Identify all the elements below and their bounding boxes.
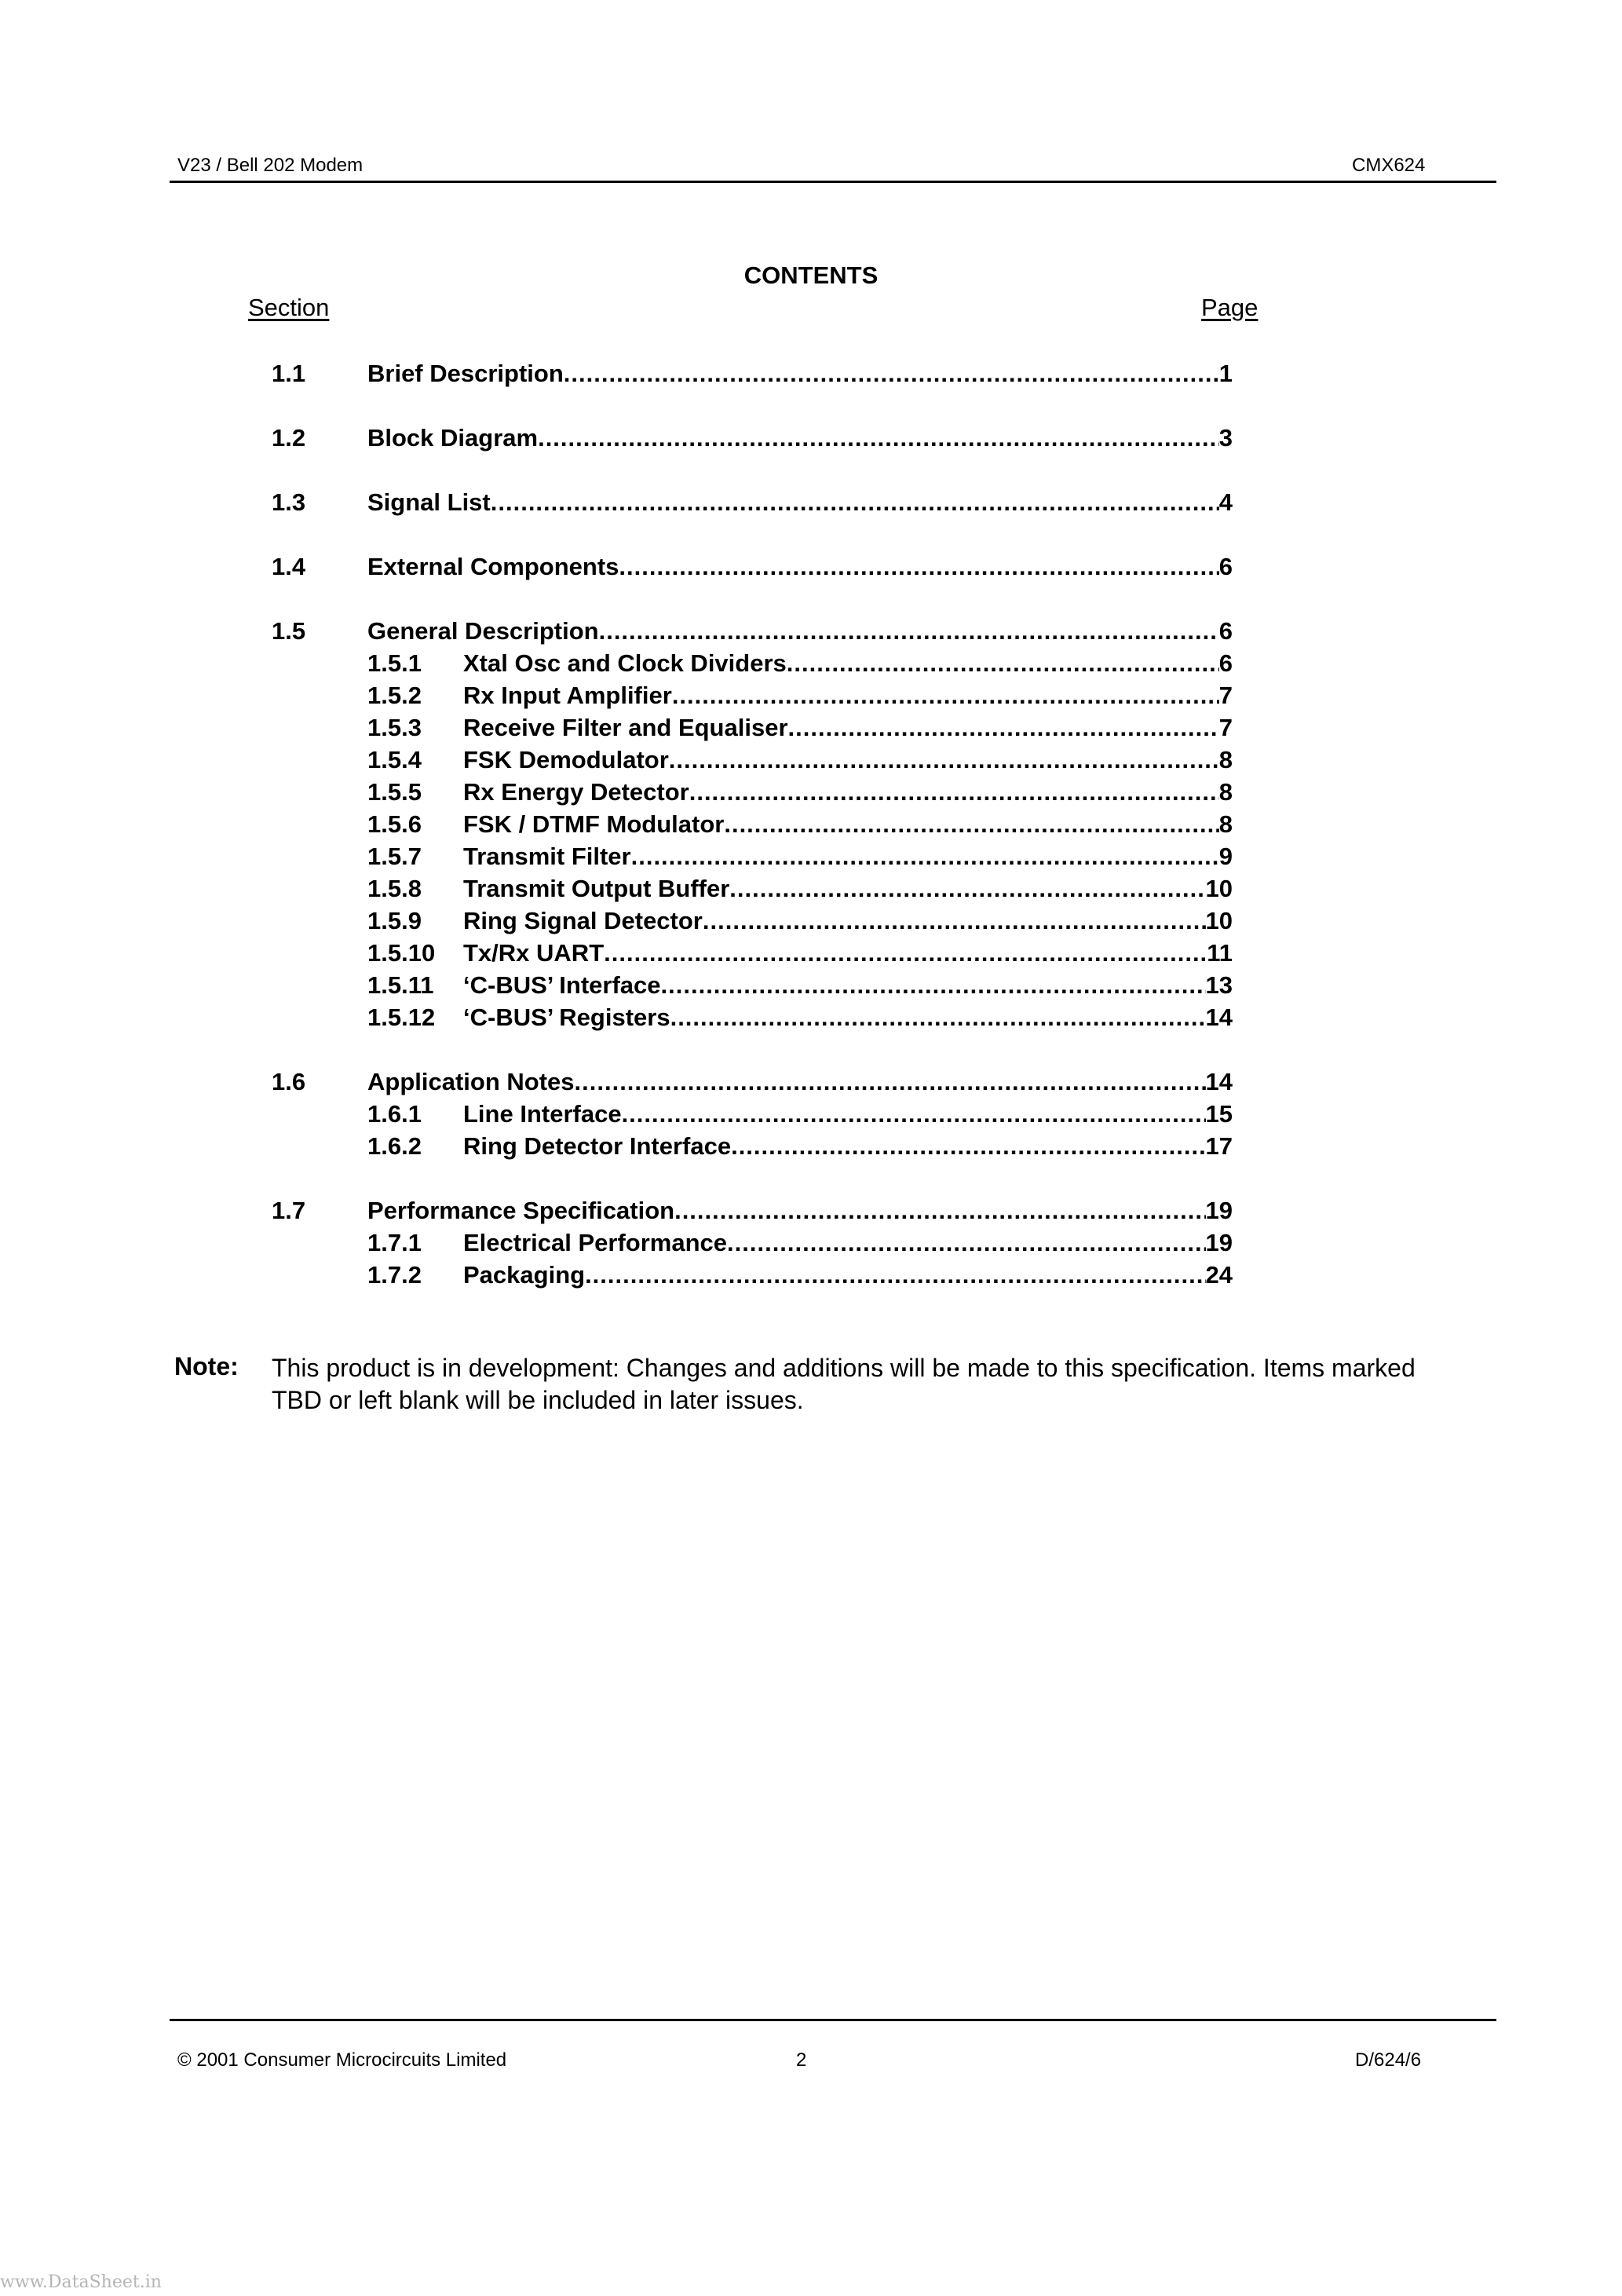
toc-entry-number: 1.5.10 [367, 939, 436, 967]
toc-leader-dots [729, 872, 1205, 905]
toc-leader-dots [619, 550, 1218, 583]
toc-entry [0, 1098, 1622, 1130]
toc-entry-title: Rx Input Amplifier [463, 682, 672, 709]
toc-leader-dots [724, 808, 1218, 840]
toc-entry-number: 1.5.3 [367, 714, 422, 741]
toc-entry-page: 10 [1205, 907, 1233, 934]
toc-entry-page: 15 [1205, 1100, 1233, 1128]
toc-entry-number: 1.5.1 [367, 649, 422, 677]
toc-leader-dots [564, 357, 1219, 389]
toc-entry-number: 1.4 [272, 553, 306, 580]
toc-entry-page: 7 [1218, 714, 1233, 741]
toc-entry-number: 1.2 [272, 424, 306, 452]
toc-leader-dots [585, 1259, 1205, 1291]
toc-entry-page: 19 [1205, 1197, 1233, 1224]
toc-entry-page: 14 [1205, 1068, 1233, 1095]
toc-entry [0, 808, 1622, 840]
toc-entry-number: 1.6.1 [367, 1100, 422, 1128]
toc-entry-number: 1.5 [272, 617, 306, 645]
page-column-label: Page [1201, 294, 1259, 321]
toc-entry-title: FSK / DTMF Modulator [463, 810, 725, 838]
toc-entry-number: 1.7.1 [367, 1229, 422, 1256]
header-rule [170, 181, 1496, 183]
toc-entry [0, 357, 1622, 389]
toc-entry [0, 937, 1622, 969]
toc-leader-dots [631, 840, 1219, 872]
toc-entry-number: 1.5.5 [367, 778, 422, 806]
toc-entry-page: 8 [1218, 746, 1233, 773]
toc-entry [0, 711, 1622, 744]
watermark: www.DataSheet.in [0, 2272, 162, 2292]
toc-leader-dots [672, 679, 1219, 711]
toc-leader-dots [661, 969, 1206, 1001]
contents-title: CONTENTS [743, 261, 879, 289]
toc-entry-page: 1 [1218, 360, 1233, 387]
toc-leader-dots [787, 647, 1219, 679]
toc-entry [0, 1194, 1622, 1227]
toc-entry [0, 776, 1622, 808]
footer-document-ref: D/624/6 [1355, 2049, 1422, 2071]
toc-entry [0, 550, 1622, 583]
toc-entry-page: 6 [1218, 649, 1233, 677]
toc-entry-title: Transmit Filter [463, 843, 631, 870]
toc-entry-title: Signal List [367, 488, 491, 516]
toc-entry-title: Xtal Osc and Clock Dividers [463, 649, 787, 677]
toc-entry-number: 1.3 [272, 488, 306, 516]
footer-page-number: 2 [796, 2049, 807, 2071]
toc-entry-title: Line Interface [463, 1100, 622, 1128]
toc-entry-page: 19 [1205, 1229, 1233, 1256]
toc-entry-page: 24 [1205, 1261, 1233, 1289]
toc-entry [0, 969, 1622, 1001]
toc-leader-dots [727, 1227, 1206, 1259]
toc-entry [0, 486, 1622, 518]
toc-entry-title: ‘C-BUS’ Interface [463, 971, 661, 999]
toc-leader-dots [669, 744, 1219, 776]
toc-entry [0, 1227, 1622, 1259]
toc-entry-title: Packaging [463, 1261, 586, 1289]
toc-entry-number: 1.7.2 [367, 1261, 422, 1289]
footer-rule [170, 2019, 1496, 2021]
toc-leader-dots [604, 937, 1207, 969]
toc-entry-page: 3 [1218, 424, 1233, 452]
toc-leader-dots [674, 1194, 1205, 1227]
toc-entry [0, 679, 1622, 711]
toc-entry-number: 1.1 [272, 360, 306, 387]
toc-entry-title: General Description [367, 617, 599, 645]
toc-entry-number: 1.5.12 [367, 1004, 436, 1031]
toc-entry-number: 1.7 [272, 1197, 306, 1224]
toc-leader-dots [622, 1098, 1206, 1130]
section-column-label: Section [248, 294, 330, 321]
toc-entry-number: 1.5.8 [367, 875, 422, 902]
toc-entry-title: Ring Signal Detector [463, 907, 703, 934]
toc-entry-page: 13 [1205, 971, 1233, 999]
toc-entry-page: 10 [1205, 875, 1233, 902]
toc-entry-title: Ring Detector Interface [463, 1132, 732, 1160]
toc-leader-dots [538, 422, 1219, 454]
toc-entry-number: 1.6 [272, 1068, 306, 1095]
toc-entry-page: 17 [1205, 1132, 1233, 1160]
toc-entry [0, 422, 1622, 454]
toc-leader-dots [731, 1130, 1205, 1162]
toc-leader-dots [703, 905, 1206, 937]
toc-entry-title: Brief Description [367, 360, 564, 387]
toc-entry [0, 1066, 1622, 1098]
note-label: Note: [174, 1352, 239, 1380]
toc-entry-title: Block Diagram [367, 424, 539, 452]
toc-entry-number: 1.5.6 [367, 810, 422, 838]
toc-entry [0, 744, 1622, 776]
toc-leader-dots [491, 486, 1219, 518]
toc-entry [0, 1001, 1622, 1033]
toc-entry-title: Rx Energy Detector [463, 778, 689, 806]
toc-entry-page: 8 [1218, 810, 1233, 838]
toc-entry [0, 1259, 1622, 1291]
toc-entry-number: 1.5.11 [367, 971, 434, 999]
toc-entry-page: 4 [1218, 488, 1233, 516]
toc-entry-title: FSK Demodulator [463, 746, 669, 773]
toc-entry-page: 9 [1218, 843, 1233, 870]
toc-entry-title: Application Notes [367, 1068, 575, 1095]
header-right: CMX624 [1352, 155, 1426, 176]
toc-entry-title: ‘C-BUS’ Registers [463, 1004, 670, 1031]
footer-copyright: © 2001 Consumer Microcircuits Limited [177, 2049, 507, 2071]
toc-leader-dots [670, 1001, 1206, 1033]
toc-leader-dots [599, 615, 1219, 647]
toc-leader-dots [788, 711, 1219, 744]
toc-entry-title: Receive Filter and Equaliser [463, 714, 788, 741]
toc-entry-number: 1.5.2 [367, 682, 422, 709]
toc-entry [0, 840, 1622, 872]
toc-entry [0, 1130, 1622, 1162]
toc-entry-page: 6 [1218, 617, 1233, 645]
toc-leader-dots [689, 776, 1219, 808]
toc-entry [0, 905, 1622, 937]
toc-entry-number: 1.5.4 [367, 746, 422, 773]
toc-entry-page: 11 [1207, 939, 1233, 967]
toc-entry-title: Performance Specification [367, 1197, 675, 1224]
toc-entry-title: Transmit Output Buffer [463, 875, 730, 902]
toc-entry-number: 1.5.9 [367, 907, 422, 934]
toc-entry-number: 1.5.7 [367, 843, 422, 870]
toc-leader-dots [575, 1066, 1206, 1098]
toc-entry [0, 872, 1622, 905]
toc-entry-title: Electrical Performance [463, 1229, 728, 1256]
header-left: V23 / Bell 202 Modem [177, 155, 363, 176]
toc-entry-title: Tx/Rx UART [463, 939, 605, 967]
toc-entry-number: 1.6.2 [367, 1132, 422, 1160]
toc-entry-title: External Components [367, 553, 619, 580]
toc-entry [0, 615, 1622, 647]
toc-entry [0, 647, 1622, 679]
note-text: This product is in development: Changes and additions will be made to this specification. Items marked TBD or left blank will be included in later issues. [272, 1354, 1416, 1414]
toc-entry-page: 7 [1218, 682, 1233, 709]
toc-entry-page: 14 [1205, 1004, 1233, 1031]
toc-entry-page: 6 [1218, 553, 1233, 580]
toc-entry-page: 8 [1218, 778, 1233, 806]
